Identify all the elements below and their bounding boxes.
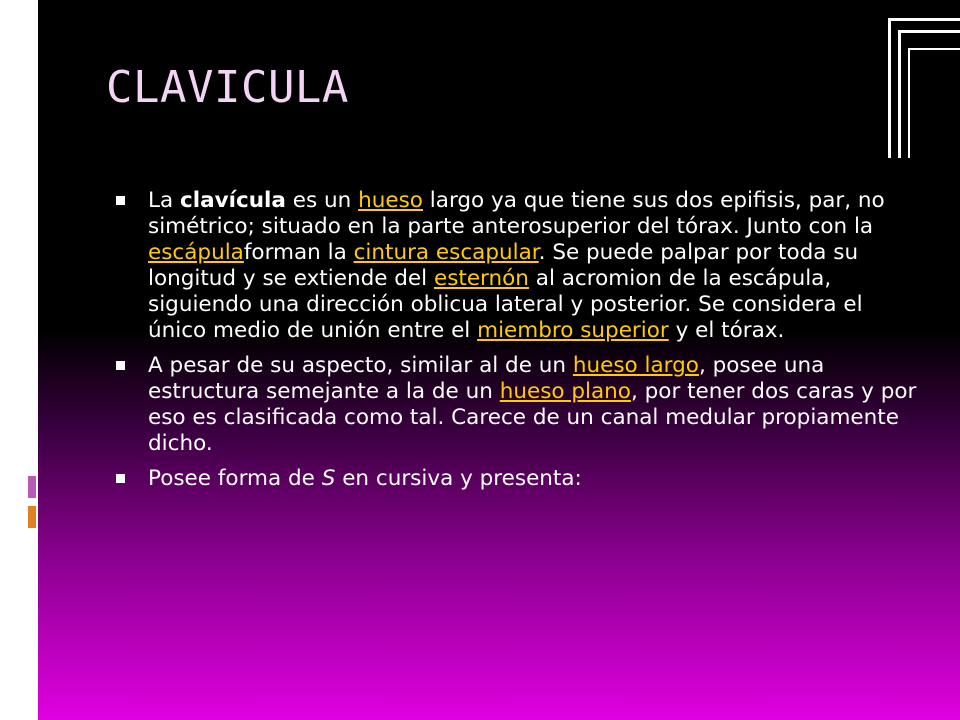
link-hueso-largo[interactable]: hueso largo xyxy=(572,353,699,378)
square-bullet-icon xyxy=(116,361,125,370)
bullet-item-1 xyxy=(110,188,920,344)
bullet-text: A pesar de su aspecto, similar al de un hueso largo, posee una estructura semejante a la de un hueso plano, por tener dos caras y por eso es clasificada como tal. Carece de un canal medular propiamente dicho. xyxy=(148,353,917,456)
slide xyxy=(38,0,960,720)
slide-title: CLAVICULA xyxy=(106,62,349,113)
link-hueso[interactable]: hueso xyxy=(358,188,423,213)
link-cintura-escapular[interactable]: cintura escapular xyxy=(353,240,539,265)
link-escapula[interactable]: escápula xyxy=(148,240,244,265)
bullet-item-3 xyxy=(110,466,920,492)
slide-content xyxy=(110,188,920,501)
link-esternon[interactable]: esternón xyxy=(433,266,529,291)
bold-term: clavícula xyxy=(180,188,286,213)
accent-bar-orange xyxy=(28,506,36,528)
bullet-text: Posee forma de S en cursiva y presenta: xyxy=(148,466,582,491)
accent-bar-purple xyxy=(28,476,36,498)
square-bullet-icon xyxy=(116,474,125,483)
italic-letter: S xyxy=(321,466,336,491)
link-hueso-plano[interactable]: hueso plano xyxy=(499,379,631,404)
corner-decoration-lines xyxy=(880,0,960,180)
square-bullet-icon xyxy=(116,196,125,205)
bullet-text: La clavícula es un hueso largo ya que tiene sus dos epifisis, par, no simétrico; situado en la parte anterosuperior del tórax. Junto con la escápulaforman la cintura escapular. Se puede palpar por toda su longitud y se extiende del esternón al acromion de la escápula, siguiendo una dirección oblicua lateral y posterior. Se considera el único medio de unión entre el miembro superior y el tórax. xyxy=(148,188,885,343)
bullet-item-2 xyxy=(110,353,920,457)
link-miembro-superior[interactable]: miembro superior xyxy=(477,318,669,343)
